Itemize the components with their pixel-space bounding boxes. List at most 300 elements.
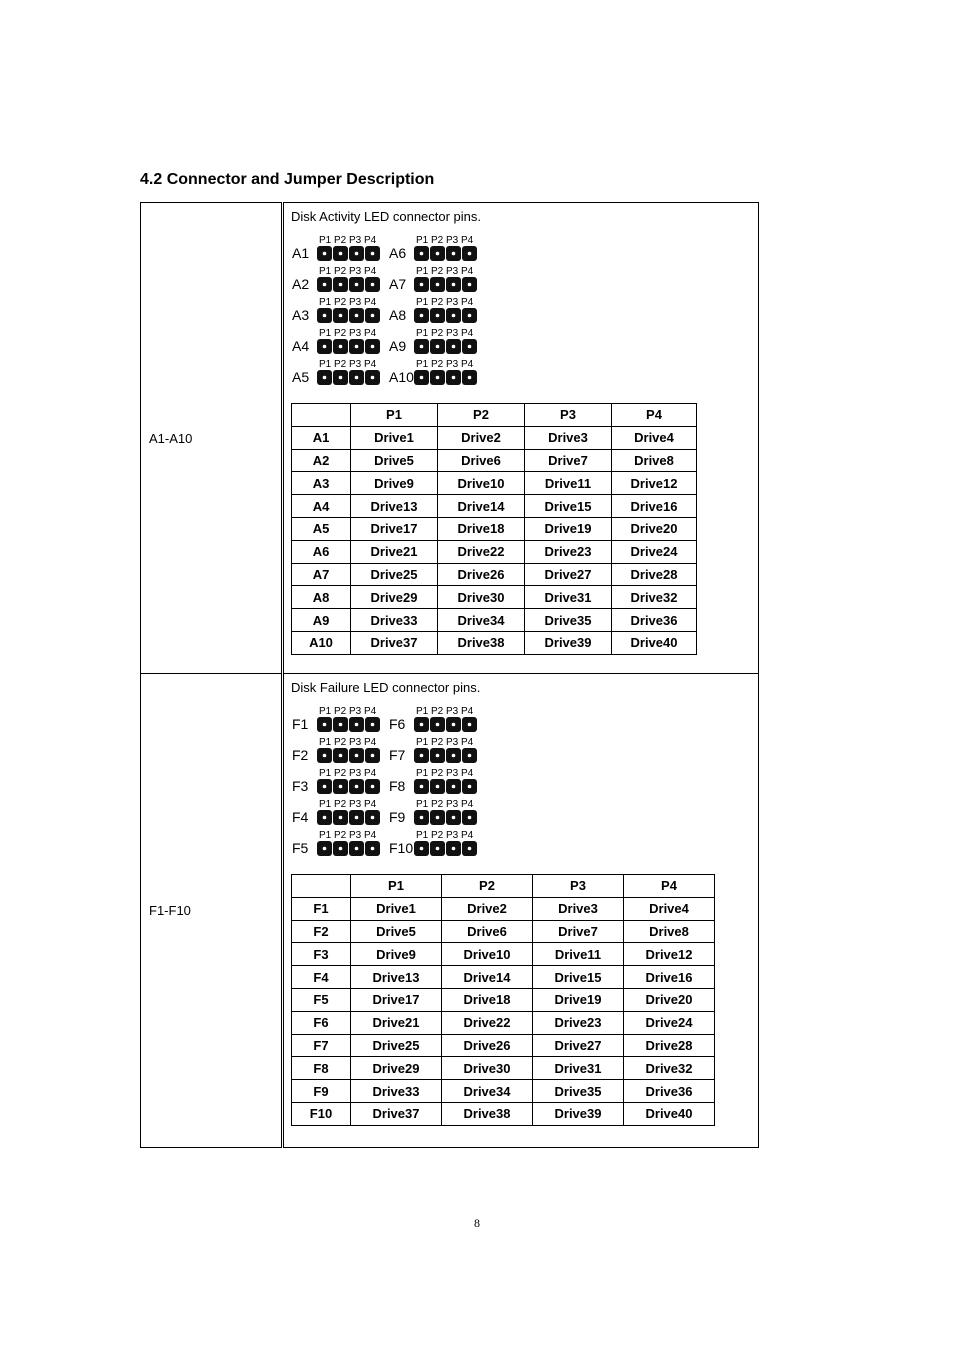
- table-cell: Drive17: [351, 517, 438, 540]
- pin-label: P3: [349, 737, 362, 748]
- pin-label: P1: [319, 768, 332, 779]
- header-name: A2: [292, 276, 310, 292]
- page-number: 8: [474, 1216, 480, 1230]
- table-cell: Drive26: [442, 1034, 533, 1057]
- pin-dot: [468, 723, 472, 727]
- table-cell: A4: [292, 495, 351, 518]
- pin-dot: [420, 816, 424, 820]
- table-cell: Drive30: [442, 1057, 533, 1080]
- pin-label: P1: [416, 297, 429, 308]
- table-row: [292, 1057, 715, 1080]
- pin-dot: [371, 754, 375, 758]
- pin-dot: [452, 314, 456, 318]
- pin-header-diagram: [292, 705, 492, 860]
- column-header: [292, 875, 351, 898]
- pin-dot: [339, 283, 343, 287]
- pin-label: P4: [364, 706, 377, 717]
- header-name: A1: [292, 245, 310, 261]
- column-header: P2: [438, 404, 525, 427]
- table-cell: Drive29: [351, 1057, 442, 1080]
- table-cell: Drive21: [351, 540, 438, 563]
- pin-dot: [355, 816, 359, 820]
- table-cell: Drive3: [533, 897, 624, 920]
- table-cell: Drive28: [612, 563, 697, 586]
- table-row: [292, 609, 697, 632]
- table-row: [292, 988, 715, 1011]
- table-cell: Drive12: [612, 472, 697, 495]
- table-cell: Drive24: [624, 1011, 715, 1034]
- table-cell: Drive12: [624, 943, 715, 966]
- table-cell: Drive4: [624, 897, 715, 920]
- pin-label: P2: [334, 266, 347, 277]
- header-name: F10: [389, 840, 414, 856]
- pin-dot: [323, 754, 327, 758]
- table-cell: Drive6: [438, 449, 525, 472]
- pin-label: P4: [461, 737, 474, 748]
- pin-dot: [371, 785, 375, 789]
- pin-dot: [468, 847, 472, 851]
- pin-dot: [323, 314, 327, 318]
- pin-dot: [339, 345, 343, 349]
- table-cell: Drive23: [525, 540, 612, 563]
- table-row: [292, 920, 715, 943]
- section-content: [283, 674, 759, 1148]
- pin-label: P1: [319, 328, 332, 339]
- header-name: A8: [389, 307, 407, 323]
- pin-label: P1: [319, 830, 332, 841]
- header-name: A7: [389, 276, 407, 292]
- section-label: F1-F10: [141, 674, 283, 1148]
- table-cell: Drive7: [533, 920, 624, 943]
- table-row: [292, 426, 697, 449]
- pin-label: P1: [416, 830, 429, 841]
- pin-label: P3: [446, 359, 459, 370]
- pin-dot: [452, 847, 456, 851]
- pin-label: P2: [431, 830, 444, 841]
- table-cell: Drive32: [624, 1057, 715, 1080]
- header-name: A9: [389, 338, 407, 354]
- pin-dot: [339, 816, 343, 820]
- header-name: F2: [292, 747, 309, 763]
- pin-dot: [468, 376, 472, 380]
- pin-dot: [355, 345, 359, 349]
- table-cell: F6: [292, 1011, 351, 1034]
- table-row: [292, 1080, 715, 1103]
- table-cell: Drive40: [624, 1102, 715, 1125]
- pin-label: P1: [319, 799, 332, 810]
- pin-dot: [468, 283, 472, 287]
- pin-dot: [420, 847, 424, 851]
- pin-dot: [420, 754, 424, 758]
- pin-dot: [371, 816, 375, 820]
- pin-label: P2: [431, 266, 444, 277]
- pin-label: P4: [461, 266, 474, 277]
- table-cell: Drive32: [612, 586, 697, 609]
- pin-label: P4: [364, 266, 377, 277]
- table-cell: Drive15: [533, 966, 624, 989]
- header-name: F6: [389, 716, 406, 732]
- table-cell: Drive39: [533, 1102, 624, 1125]
- header-name: F5: [292, 840, 309, 856]
- pin-dot: [420, 376, 424, 380]
- pin-label: P1: [319, 737, 332, 748]
- pin-label: P1: [319, 297, 332, 308]
- pin-dot: [355, 847, 359, 851]
- pin-label: P1: [319, 266, 332, 277]
- pin-label: P2: [334, 737, 347, 748]
- drive-mapping-table: [291, 403, 697, 655]
- pin-dot: [323, 283, 327, 287]
- pin-dot: [339, 785, 343, 789]
- table-cell: Drive21: [351, 1011, 442, 1034]
- pin-dot: [468, 252, 472, 256]
- table-cell: Drive17: [351, 988, 442, 1011]
- pin-dot: [355, 314, 359, 318]
- pin-dot: [452, 252, 456, 256]
- pin-dot: [468, 754, 472, 758]
- pin-label: P1: [416, 328, 429, 339]
- table-cell: Drive16: [612, 495, 697, 518]
- pin-dot: [371, 723, 375, 727]
- header-name: F1: [292, 716, 309, 732]
- table-cell: Drive31: [525, 586, 612, 609]
- table-cell: Drive14: [438, 495, 525, 518]
- pin-label: P3: [446, 297, 459, 308]
- pin-dot: [323, 816, 327, 820]
- column-header: [292, 404, 351, 427]
- pin-label: P2: [431, 297, 444, 308]
- pin-label: P4: [364, 768, 377, 779]
- pin-dot: [339, 723, 343, 727]
- pin-dot: [371, 252, 375, 256]
- column-header: P4: [612, 404, 697, 427]
- table-cell: A1: [292, 426, 351, 449]
- table-cell: Drive37: [351, 1102, 442, 1125]
- pin-label: P1: [416, 235, 429, 246]
- pin-dot: [355, 785, 359, 789]
- table-cell: F8: [292, 1057, 351, 1080]
- header-name: A6: [389, 245, 407, 261]
- pin-dot: [452, 723, 456, 727]
- section-description: Disk Failure LED connector pins.: [291, 680, 481, 695]
- pin-dot: [355, 283, 359, 287]
- table-cell: Drive9: [351, 943, 442, 966]
- table-cell: Drive1: [351, 897, 442, 920]
- pin-dot: [436, 252, 440, 256]
- table-cell: Drive18: [442, 988, 533, 1011]
- table-row: [292, 517, 697, 540]
- table-cell: Drive28: [624, 1034, 715, 1057]
- pin-label: P3: [349, 706, 362, 717]
- pin-dot: [371, 314, 375, 318]
- pin-label: P4: [461, 297, 474, 308]
- pin-label: P2: [334, 359, 347, 370]
- column-header: P4: [624, 875, 715, 898]
- pin-label: P3: [349, 830, 362, 841]
- pin-dot: [323, 723, 327, 727]
- column-header: P2: [442, 875, 533, 898]
- section-row-a: [141, 203, 759, 674]
- pin-dot: [452, 816, 456, 820]
- header-name: F7: [389, 747, 406, 763]
- table-cell: A7: [292, 563, 351, 586]
- table-cell: Drive8: [612, 449, 697, 472]
- section-content: [283, 203, 759, 674]
- header-name: A3: [292, 307, 310, 323]
- pin-dot: [420, 283, 424, 287]
- table-cell: Drive22: [442, 1011, 533, 1034]
- table-cell: F1: [292, 897, 351, 920]
- pin-label: P2: [334, 235, 347, 246]
- pin-label: P3: [446, 799, 459, 810]
- pin-dot: [436, 376, 440, 380]
- pin-label: P4: [364, 799, 377, 810]
- pin-dot: [436, 283, 440, 287]
- table-cell: Drive25: [351, 1034, 442, 1057]
- table-cell: F3: [292, 943, 351, 966]
- pin-label: P1: [416, 737, 429, 748]
- header-name: A5: [292, 369, 310, 385]
- table-cell: Drive39: [525, 631, 612, 654]
- table-cell: A5: [292, 517, 351, 540]
- pin-label: P2: [431, 359, 444, 370]
- pin-label: P4: [364, 235, 377, 246]
- table-cell: Drive10: [442, 943, 533, 966]
- table-cell: A8: [292, 586, 351, 609]
- section-heading: 4.2 Connector and Jumper Description: [140, 171, 435, 188]
- header-name: F8: [389, 778, 406, 794]
- table-cell: Drive36: [624, 1080, 715, 1103]
- pin-label: P1: [416, 706, 429, 717]
- pin-dot: [420, 345, 424, 349]
- pin-label: P2: [431, 706, 444, 717]
- pin-label: P1: [319, 235, 332, 246]
- pin-dot: [420, 314, 424, 318]
- pin-label: P3: [446, 235, 459, 246]
- table-row: [292, 586, 697, 609]
- pin-dot: [468, 345, 472, 349]
- table-cell: F2: [292, 920, 351, 943]
- table-cell: Drive5: [351, 449, 438, 472]
- table-row: [292, 1102, 715, 1125]
- table-cell: Drive38: [438, 631, 525, 654]
- pin-dot: [452, 345, 456, 349]
- pin-label: P4: [461, 235, 474, 246]
- table-row: [292, 449, 697, 472]
- pin-label: P4: [461, 328, 474, 339]
- table-row: [292, 943, 715, 966]
- pin-dot: [355, 376, 359, 380]
- table-cell: F5: [292, 988, 351, 1011]
- pin-label: P3: [446, 768, 459, 779]
- table-row: [292, 631, 697, 654]
- table-cell: Drive13: [351, 966, 442, 989]
- pin-label: P4: [364, 328, 377, 339]
- pin-dot: [420, 723, 424, 727]
- table-cell: Drive24: [612, 540, 697, 563]
- table-cell: Drive22: [438, 540, 525, 563]
- pin-label: P1: [416, 359, 429, 370]
- table-cell: Drive27: [533, 1034, 624, 1057]
- pin-dot: [452, 754, 456, 758]
- pin-label: P2: [334, 297, 347, 308]
- pin-dot: [371, 345, 375, 349]
- pin-dot: [323, 252, 327, 256]
- header-name: F4: [292, 809, 309, 825]
- table-cell: Drive10: [438, 472, 525, 495]
- table-cell: Drive38: [442, 1102, 533, 1125]
- pin-label: P3: [446, 706, 459, 717]
- table-row: [292, 966, 715, 989]
- pin-label: P2: [431, 768, 444, 779]
- table-row: [292, 540, 697, 563]
- table-cell: Drive15: [525, 495, 612, 518]
- table-cell: F9: [292, 1080, 351, 1103]
- table-cell: Drive18: [438, 517, 525, 540]
- table-cell: Drive29: [351, 586, 438, 609]
- pin-dot: [355, 723, 359, 727]
- pin-dot: [355, 252, 359, 256]
- table-cell: Drive26: [438, 563, 525, 586]
- pin-dot: [339, 754, 343, 758]
- pin-dot: [323, 345, 327, 349]
- pin-dot: [436, 785, 440, 789]
- pin-dot: [371, 283, 375, 287]
- pin-label: P2: [431, 235, 444, 246]
- pin-dot: [420, 785, 424, 789]
- pin-dot: [452, 785, 456, 789]
- table-cell: Drive27: [525, 563, 612, 586]
- pin-label: P3: [349, 266, 362, 277]
- table-cell: Drive6: [442, 920, 533, 943]
- pin-dot: [323, 847, 327, 851]
- table-cell: Drive1: [351, 426, 438, 449]
- pin-dot: [452, 376, 456, 380]
- pin-label: P3: [446, 266, 459, 277]
- pin-label: P3: [349, 359, 362, 370]
- pin-dot: [436, 723, 440, 727]
- pin-label: P1: [416, 799, 429, 810]
- table-cell: Drive34: [442, 1080, 533, 1103]
- table-cell: Drive19: [525, 517, 612, 540]
- pin-dot: [371, 376, 375, 380]
- table-header-row: [292, 404, 697, 427]
- column-header: P1: [351, 404, 438, 427]
- pin-dot: [436, 314, 440, 318]
- pin-label: P4: [461, 768, 474, 779]
- pin-dot: [420, 252, 424, 256]
- table-cell: Drive35: [525, 609, 612, 632]
- column-header: P3: [533, 875, 624, 898]
- pin-dot: [323, 376, 327, 380]
- pin-label: P4: [461, 359, 474, 370]
- pin-dot: [468, 785, 472, 789]
- section-label: A1-A10: [141, 203, 283, 674]
- pin-label: P4: [461, 799, 474, 810]
- pin-dot: [436, 847, 440, 851]
- table-cell: A9: [292, 609, 351, 632]
- table-row: [292, 495, 697, 518]
- pin-label: P3: [349, 799, 362, 810]
- pin-label: P2: [334, 768, 347, 779]
- pin-label: P2: [431, 799, 444, 810]
- table-cell: A6: [292, 540, 351, 563]
- section-row-f: [141, 674, 759, 1148]
- table-cell: Drive8: [624, 920, 715, 943]
- table-cell: Drive19: [533, 988, 624, 1011]
- pin-dot: [339, 252, 343, 256]
- pin-label: P2: [334, 830, 347, 841]
- table-cell: Drive31: [533, 1057, 624, 1080]
- table-cell: Drive40: [612, 631, 697, 654]
- table-row: [292, 563, 697, 586]
- pin-dot: [436, 816, 440, 820]
- pin-label: P4: [364, 297, 377, 308]
- table-cell: Drive4: [612, 426, 697, 449]
- pin-dot: [339, 314, 343, 318]
- table-cell: Drive14: [442, 966, 533, 989]
- pin-label: P3: [349, 768, 362, 779]
- table-row: [292, 472, 697, 495]
- pin-dot: [468, 816, 472, 820]
- pin-dot: [355, 754, 359, 758]
- pin-label: P4: [364, 830, 377, 841]
- table-cell: F4: [292, 966, 351, 989]
- header-name: F9: [389, 809, 406, 825]
- pin-dot: [436, 345, 440, 349]
- pin-label: P2: [334, 328, 347, 339]
- pin-dot: [468, 314, 472, 318]
- column-header: P1: [351, 875, 442, 898]
- pin-dot: [339, 376, 343, 380]
- pin-label: P1: [319, 706, 332, 717]
- table-cell: Drive9: [351, 472, 438, 495]
- table-cell: F7: [292, 1034, 351, 1057]
- table-cell: Drive36: [612, 609, 697, 632]
- pin-dot: [339, 847, 343, 851]
- pin-dot: [323, 785, 327, 789]
- pin-dot: [371, 847, 375, 851]
- table-cell: Drive35: [533, 1080, 624, 1103]
- pin-label: P3: [349, 235, 362, 246]
- table-cell: Drive16: [624, 966, 715, 989]
- pin-label: P1: [416, 768, 429, 779]
- pin-label: P2: [334, 706, 347, 717]
- header-name: A4: [292, 338, 310, 354]
- table-cell: Drive5: [351, 920, 442, 943]
- pin-label: P2: [431, 737, 444, 748]
- pin-label: P3: [446, 737, 459, 748]
- pin-label: P1: [319, 359, 332, 370]
- header-name: F3: [292, 778, 309, 794]
- table-cell: F10: [292, 1102, 351, 1125]
- drive-mapping-table: [291, 874, 715, 1126]
- table-cell: Drive25: [351, 563, 438, 586]
- table-cell: Drive20: [624, 988, 715, 1011]
- header-name: A10: [389, 369, 414, 385]
- pin-label: P3: [446, 830, 459, 841]
- table-cell: Drive2: [438, 426, 525, 449]
- table-cell: Drive30: [438, 586, 525, 609]
- pin-header-diagram: [292, 234, 492, 389]
- section-description: Disk Activity LED connector pins.: [291, 209, 482, 224]
- table-cell: Drive7: [525, 449, 612, 472]
- column-header: P3: [525, 404, 612, 427]
- table-cell: Drive34: [438, 609, 525, 632]
- pin-label: P1: [416, 266, 429, 277]
- pin-dot: [452, 283, 456, 287]
- table-cell: Drive13: [351, 495, 438, 518]
